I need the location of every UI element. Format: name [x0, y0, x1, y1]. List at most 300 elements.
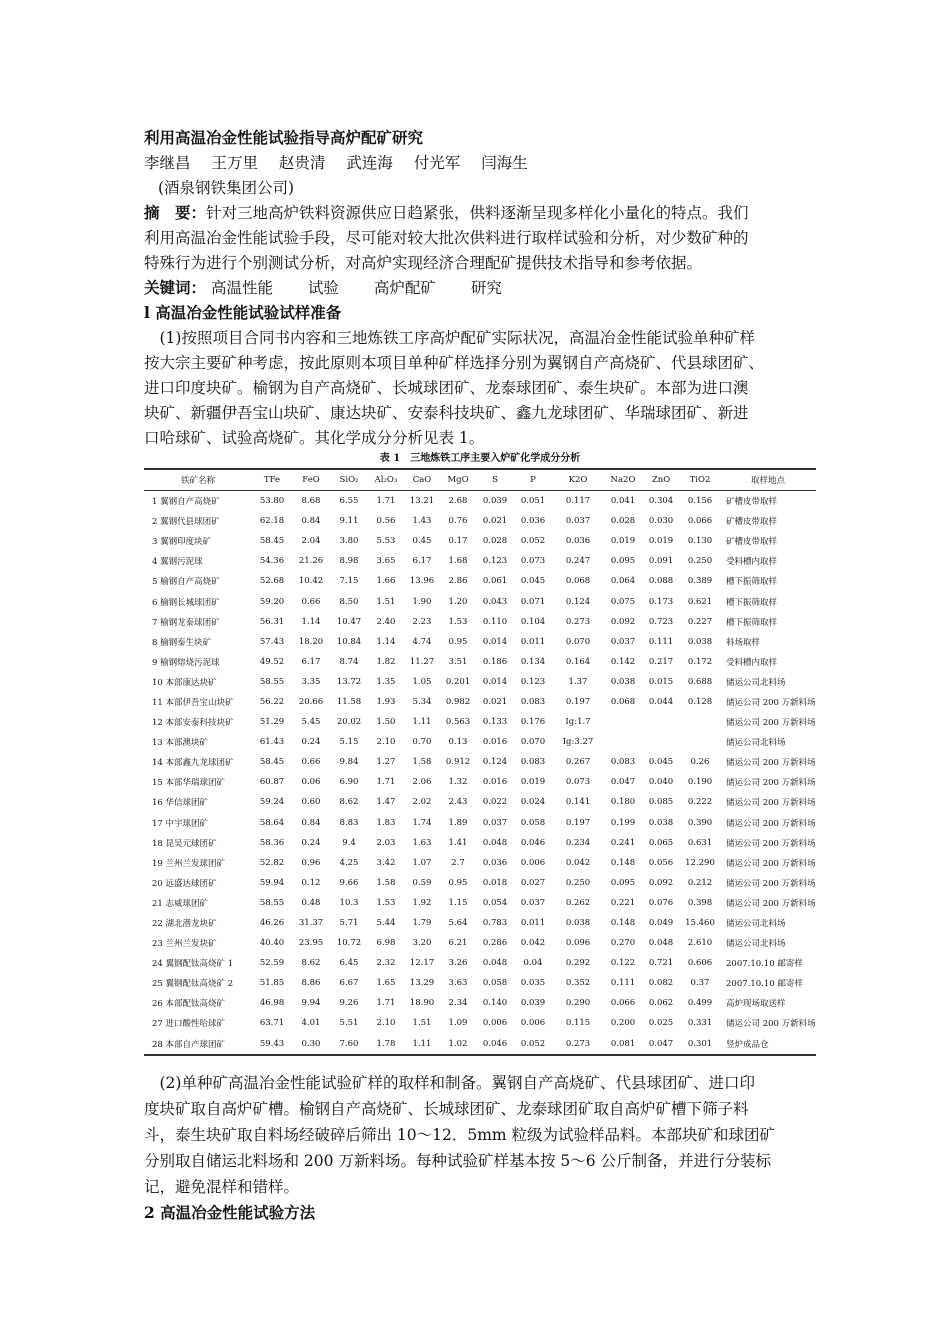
paragraph-line: 口哈球矿、试验高烧矿。其化学成分分析见表 1。: [144, 429, 485, 447]
table-cell: 3.80: [339, 536, 359, 547]
table-row: [144, 772, 816, 792]
table-cell: 6.17: [301, 656, 321, 667]
table-cell: 0.036: [482, 857, 508, 868]
table-cell: 0.068: [610, 696, 636, 707]
table-cell: 14 本部鑫九龙球团矿: [152, 758, 234, 769]
table-cell: 0.068: [565, 576, 591, 587]
table-cell: 0.117: [565, 496, 591, 507]
table-cell: 受料槽内取样: [726, 657, 778, 668]
table-cell: 2.03: [376, 837, 396, 848]
table-cell: 0.056: [648, 857, 674, 868]
table-cell: 0.352: [565, 978, 591, 989]
table-header-row: [144, 469, 816, 491]
table-cell: 51.29: [259, 717, 285, 728]
section-heading: l 高温冶金性能试验试样准备: [144, 303, 342, 322]
table-cell: 储运公司 200 万新料场: [726, 718, 816, 729]
table-cell: 62.18: [259, 516, 285, 527]
table-cell: 0.041: [610, 496, 636, 507]
table-cell: 1.11: [412, 717, 432, 728]
author-list: [144, 151, 528, 175]
table-cell: 储运公司 200 万新料场: [726, 818, 816, 829]
table-cell: 0.197: [565, 696, 591, 707]
table-cell: [604, 712, 642, 732]
table-cell: 0.049: [648, 918, 674, 929]
table-cell: 高炉现场取送样: [726, 999, 786, 1010]
table-cell: 61.43: [259, 737, 285, 748]
table-cell: 2.86: [448, 576, 468, 587]
table-cell: 2.06: [412, 777, 432, 788]
table-cell: 0.273: [565, 1038, 591, 1049]
table-cell: 储运公司北料场: [726, 919, 786, 930]
table-body: [144, 491, 816, 1055]
table-cell: 0.290: [565, 998, 591, 1009]
table-cell: 0.111: [648, 636, 674, 647]
table-cell: 储运公司 200 万新料场: [726, 898, 816, 909]
table-cell: [680, 712, 720, 732]
table-cell: 54.36: [259, 556, 285, 567]
table-row: [144, 712, 816, 732]
table-row: [144, 1013, 816, 1033]
column-header: P: [530, 475, 536, 485]
table-row: [144, 491, 816, 512]
table-cell: 0.038: [687, 636, 713, 647]
table-cell: 0.227: [687, 616, 713, 627]
table-cell: 0.301: [687, 1038, 713, 1049]
table-cell: 1.53: [376, 897, 396, 908]
table-cell: 储运公司 200 万新料场: [726, 838, 816, 849]
table-cell: 9.11: [339, 516, 359, 527]
column-header: Na2O: [610, 475, 636, 485]
table-cell: 11 本部伊吾宝山块矿: [152, 697, 234, 708]
table-cell: 0.389: [687, 576, 713, 587]
table-cell: 0.015: [648, 676, 674, 687]
keyword: 高温性能: [210, 279, 273, 297]
table-row: [144, 833, 816, 853]
table-cell: 矿槽皮带取样: [726, 537, 778, 548]
table-cell: 4.25: [339, 857, 359, 868]
table-cell: 2007.10.10 邮寄样: [726, 959, 803, 970]
table-cell: 0.083: [610, 757, 636, 768]
table-cell: 31.37: [298, 918, 324, 929]
table-cell: 0.048: [482, 837, 508, 848]
table-cell: 0.115: [565, 1018, 591, 1029]
table-cell: 0.058: [520, 817, 546, 828]
table-cell: 0.083: [520, 696, 546, 707]
table-cell: 0.197: [565, 817, 591, 828]
author: 闫海生: [481, 154, 528, 172]
table-cell: 5.44: [376, 918, 396, 929]
table-cell: 2 翼钢代县球团矿: [152, 517, 220, 528]
table-cell: 1.43: [412, 516, 432, 527]
table-cell: 0.011: [520, 636, 546, 647]
table-cell: 槽下振筛取样: [726, 577, 778, 588]
table-cell: 0.070: [520, 737, 546, 748]
table-cell: 3.26: [448, 958, 468, 969]
column-header: FeO: [302, 475, 320, 485]
table-cell: 0.24: [301, 837, 321, 848]
table-cell: 8.50: [339, 596, 359, 607]
table-cell: 5 榆钢自产高烧矿: [152, 577, 220, 588]
table-cell: 46.26: [259, 918, 285, 929]
table-cell: 0.043: [482, 596, 508, 607]
table-cell: 1.74: [412, 817, 432, 828]
table-cell: 2.02: [412, 797, 432, 808]
table-cell: 1.02: [448, 1038, 468, 1049]
table-cell: 9.94: [301, 998, 321, 1009]
table-cell: 槽下振筛取样: [726, 597, 778, 608]
table-cell: 10.84: [336, 636, 362, 647]
table-cell: 0.133: [482, 717, 508, 728]
table-cell: 0.304: [648, 496, 674, 507]
table-cell: 6 榆钢长城球团矿: [152, 597, 220, 608]
table-cell: 0.250: [565, 877, 591, 888]
article-title: 利用高温冶金性能试验指导高炉配矿研究: [144, 128, 424, 147]
table-cell: 0.111: [610, 978, 636, 989]
table-cell: 11.27: [409, 656, 435, 667]
table-cell: 0.076: [648, 897, 674, 908]
table-cell: 1.35: [376, 676, 396, 687]
table-cell: 21 志威球团矿: [152, 898, 209, 909]
table-cell: 51.85: [259, 978, 285, 989]
table-cell: 1.20: [448, 596, 468, 607]
table-cell: 13 本部澳块矿: [152, 738, 209, 749]
table-cell: 0.082: [648, 978, 674, 989]
table-cell: 0.04: [523, 958, 543, 969]
table-cell: 0.038: [565, 918, 591, 929]
table-cell: 20 远盛达球团矿: [152, 878, 217, 889]
table-1: [144, 450, 816, 1056]
table-cell: [680, 732, 720, 752]
table-cell: 0.047: [610, 777, 636, 788]
table-cell: 0.070: [565, 636, 591, 647]
table-cell: 0.13: [448, 737, 468, 748]
table-cell: 3 翼钢印度块矿: [152, 537, 212, 548]
table-cell: 8.83: [339, 817, 359, 828]
table-cell: 0.621: [687, 596, 713, 607]
table-cell: 0.036: [565, 536, 591, 547]
table-row: [144, 752, 816, 772]
table-cell: 储运公司 200 万新料场: [726, 1019, 816, 1030]
table-row: [144, 893, 816, 913]
table-cell: 0.018: [482, 877, 508, 888]
table-cell: 0.064: [610, 576, 636, 587]
table-cell: 6.67: [339, 978, 359, 989]
table-cell: 0.037: [610, 636, 636, 647]
table-cell: [642, 712, 680, 732]
table-cell: 0.247: [565, 556, 591, 567]
table-cell: 0.190: [687, 777, 713, 788]
table-cell: 8.62: [339, 797, 359, 808]
table-cell: 0.092: [648, 877, 674, 888]
table-row: [144, 873, 816, 893]
table-cell: 58.36: [259, 837, 285, 848]
table-cell: 0.096: [565, 938, 591, 949]
table-cell: 0.006: [482, 1018, 508, 1029]
table-cell: 7 榆钢龙泰球团矿: [152, 617, 220, 628]
table-cell: 0.037: [565, 516, 591, 527]
table-cell: 1.05: [412, 676, 432, 687]
table-cell: 1.90: [412, 596, 432, 607]
table-cell: 0.631: [687, 837, 713, 848]
table-cell: 0.040: [648, 777, 674, 788]
table-cell: 2.40: [376, 616, 396, 627]
table-cell: 1.14: [301, 616, 321, 627]
table-cell: 0.250: [687, 556, 713, 567]
table-row: [144, 792, 816, 812]
table-cell: 0.17: [448, 536, 468, 547]
table-cell: 4 翼钢污泥球: [152, 557, 203, 568]
table-cell: 0.982: [445, 696, 471, 707]
table-row: [144, 853, 816, 873]
table-cell: 1.07: [412, 857, 432, 868]
table-cell: 2.10: [376, 737, 396, 748]
table-cell: 2.610: [687, 938, 713, 949]
table-cell: 1.11: [412, 1038, 432, 1049]
table-cell: [642, 732, 680, 752]
table-cell: 26 本部配钛高烧矿: [152, 999, 226, 1010]
table-cell: 0.088: [648, 576, 674, 587]
paragraph-line: 块矿、新疆伊吾宝山块矿、康达块矿、安泰科技块矿、鑫九龙球团矿、华瑞球团矿、新进: [144, 404, 749, 422]
table-cell: 1.71: [376, 496, 396, 507]
table-cell: 0.058: [482, 978, 508, 989]
table-cell: 1.15: [448, 897, 468, 908]
table-cell: 58.55: [259, 897, 285, 908]
table-cell: 0.091: [648, 556, 674, 567]
table-cell: 9 榆钢熔烧污泥球: [152, 657, 220, 668]
table-cell: 0.075: [610, 596, 636, 607]
table-cell: 52.59: [259, 958, 285, 969]
table-cell: 0.066: [687, 516, 713, 527]
table-cell: 0.66: [301, 757, 321, 768]
table-cell: 60.87: [259, 777, 285, 788]
abstract-text: 针对三地高炉铁料资源供应日趋紧张，供料逐渐呈现多样化小量化的特点。我们: [206, 204, 749, 222]
column-header: MgO: [447, 475, 469, 485]
table-cell: 1 翼钢自产高烧矿: [152, 497, 220, 508]
table-cell: 0.24: [301, 737, 321, 748]
table-cell: 储运公司 200 万新料场: [726, 758, 816, 769]
table-cell: 9.26: [339, 998, 359, 1009]
paragraph-line: 按大宗主要矿种考虑，按此原则本项目单种矿样选择分别为翼钢自产高烧矿、代县球团矿、: [144, 354, 765, 372]
table-cell: 0.30: [301, 1038, 321, 1049]
table-cell: 9.84: [339, 757, 359, 768]
table-row: [144, 692, 816, 712]
table-cell: 0.028: [482, 536, 508, 547]
table-cell: 0.095: [610, 877, 636, 888]
table-cell: 0.176: [520, 717, 546, 728]
table-cell: 5.64: [448, 918, 468, 929]
table-cell: 15.460: [685, 918, 715, 929]
keyword: 高炉配矿: [373, 279, 436, 297]
table-cell: 19 兰州兰发球团矿: [152, 858, 226, 869]
table-cell: 0.073: [565, 777, 591, 788]
table-cell: 0.723: [648, 616, 674, 627]
table-cell: 1.58: [376, 877, 396, 888]
table-row: [144, 551, 816, 571]
table-cell: 0.200: [610, 1018, 636, 1029]
table-cell: 0.60: [301, 797, 321, 808]
table-cell: 0.047: [648, 1038, 674, 1049]
table-cell: 28 本部自产球团矿: [152, 1039, 226, 1050]
table-cell: 5.51: [339, 1018, 359, 1029]
table-cell: 1.51: [376, 596, 396, 607]
table-cell: 59.24: [259, 797, 285, 808]
table-cell: 0.021: [482, 696, 508, 707]
table-cell: Ig:1.7: [565, 717, 591, 728]
table-cell: 2.34: [448, 998, 468, 1009]
table-row: [144, 652, 816, 672]
table-row: [144, 612, 816, 632]
table-cell: 10.72: [336, 938, 362, 949]
table-cell: 40.40: [259, 938, 285, 949]
table-cell: 0.84: [301, 516, 321, 527]
table-cell: 18.20: [298, 636, 324, 647]
table-cell: 0.148: [610, 857, 636, 868]
abstract-line: 利用高温冶金性能试验手段，尽可能对较大批次供料进行取样试验和分析，对少数矿种的: [144, 229, 749, 247]
table-cell: 0.563: [445, 717, 471, 728]
table-cell: 0.241: [610, 837, 636, 848]
column-header: TFe: [263, 475, 281, 485]
table-cell: 12 本部安泰科技块矿: [152, 718, 234, 729]
table-cell: 1.66: [376, 576, 396, 587]
table-cell: 59.43: [259, 1038, 285, 1049]
table-cell: 3.42: [376, 857, 396, 868]
table-cell: 12.17: [409, 958, 435, 969]
table-cell: 0.052: [520, 1038, 546, 1049]
table-cell: 0.027: [520, 877, 546, 888]
abstract-line: [144, 201, 749, 225]
table-cell: 矿槽皮带取样: [726, 497, 778, 508]
table-cell: 13.72: [336, 676, 362, 687]
table-cell: 0.011: [520, 918, 546, 929]
paragraph-line: (2)单种矿高温冶金性能试验矿样的取样和制备。翼钢自产高烧矿、代县球团矿、进口印: [144, 1074, 755, 1092]
table-cell: 56.31: [259, 616, 285, 627]
paragraph-line: 进口印度块矿。榆钢为自产高烧矿、长城球团矿、龙泰球团矿、泰生块矿。本部为进口澳: [144, 379, 749, 397]
table-cell: 0.156: [687, 496, 713, 507]
table-cell: 0.221: [610, 897, 636, 908]
table-cell: 1.71: [376, 777, 396, 788]
table-cell: 10.3: [339, 897, 359, 908]
table-cell: 1.78: [376, 1038, 396, 1049]
table-row: [144, 591, 816, 611]
affiliation: (酒泉钢铁集团公司): [158, 179, 295, 197]
author: 李继昌: [144, 154, 191, 172]
table-cell: 8.62: [301, 958, 321, 969]
author: 付光军: [413, 154, 461, 172]
keywords-line: [144, 276, 502, 300]
table-cell: 0.124: [565, 596, 591, 607]
column-header: K2O: [568, 475, 588, 485]
table-cell: 0.292: [565, 958, 591, 969]
table-cell: 1.51: [412, 1018, 432, 1029]
table-cell: 27 进口酸性哈球矿: [152, 1019, 226, 1030]
author: 武连海: [346, 154, 393, 172]
table-cell: 0.085: [648, 797, 674, 808]
table-cell: 7.60: [339, 1038, 359, 1049]
table-cell: 59.20: [259, 596, 285, 607]
table-cell: 0.081: [610, 1038, 636, 1049]
table-cell: 0.006: [520, 857, 546, 868]
table-cell: 0.172: [687, 656, 713, 667]
table-cell: [604, 732, 642, 752]
table-cell: 0.092: [610, 616, 636, 627]
table-cell: 52.82: [259, 857, 285, 868]
abstract-line: 特殊行为进行个别测试分析，对高炉实现经济合理配矿提供技术指导和参考依据。: [144, 254, 703, 272]
table-cell: 0.016: [482, 777, 508, 788]
table-cell: 8.74: [339, 656, 359, 667]
table-cell: 0.021: [482, 516, 508, 527]
table-cell: 储运公司 200 万新料场: [726, 697, 816, 708]
table-cell: 0.212: [687, 877, 713, 888]
table-cell: 58.45: [259, 757, 285, 768]
table-cell: 1.89: [448, 817, 468, 828]
table-cell: 0.180: [610, 797, 636, 808]
table-row: [144, 571, 816, 591]
table-cell: 15 本部华瑞球团矿: [152, 778, 226, 789]
table-cell: 8.68: [301, 496, 321, 507]
table-caption: 表 1 三地炼铁工序主要入炉矿化学成分分析: [379, 453, 581, 464]
table-cell: 0.022: [482, 797, 508, 808]
table-cell: 46.98: [259, 998, 285, 1009]
table-cell: 63.71: [259, 1018, 285, 1029]
table-cell: 0.016: [482, 737, 508, 748]
table-cell: 6.21: [448, 938, 468, 949]
table-cell: 0.142: [610, 656, 636, 667]
column-header: Al₂O₃: [374, 475, 398, 485]
table-cell: 0.061: [482, 576, 508, 587]
table-cell: 6.55: [339, 496, 359, 507]
table-cell: 0.688: [687, 676, 713, 687]
table-cell: 3.65: [376, 556, 396, 567]
table-cell: 0.398: [687, 897, 713, 908]
table-cell: 6.45: [339, 958, 359, 969]
table-cell: 52.68: [259, 576, 285, 587]
table-cell: 8 榆钢泰生块矿: [152, 637, 212, 648]
table-cell: 储运公司北料场: [726, 939, 786, 950]
table-cell: 0.038: [610, 676, 636, 687]
table-cell: 5.71: [339, 918, 359, 929]
table-cell: 0.331: [687, 1018, 713, 1029]
table-cell: 0.037: [482, 817, 508, 828]
table-cell: Ig:3.27: [562, 737, 594, 748]
table-cell: 0.051: [520, 496, 546, 507]
table-cell: 8.98: [339, 556, 359, 567]
table-cell: 0.035: [520, 978, 546, 989]
table-cell: 1.63: [412, 837, 432, 848]
table-cell: 6.98: [376, 938, 396, 949]
table-cell: 10.47: [336, 616, 362, 627]
column-header: S: [492, 475, 498, 485]
table-cell: 储运公司北料场: [726, 677, 786, 688]
table-cell: 0.273: [565, 616, 591, 627]
table-cell: 0.134: [520, 656, 546, 667]
table-cell: 储运公司 200 万新料场: [726, 798, 816, 809]
table-cell: 储运公司 200 万新料场: [726, 858, 816, 869]
table-cell: 13.96: [409, 576, 435, 587]
paragraph-line: 分别取自储运北料场和 200 万新料场。每种试验矿样基本按 5～6 公斤制备，并进行分装标: [144, 1152, 772, 1170]
table-cell: 1.68: [448, 556, 468, 567]
table-cell: 0.042: [520, 938, 546, 949]
table-cell: 0.071: [520, 596, 546, 607]
section-heading: 2 高温冶金性能试验方法: [144, 1203, 316, 1222]
table-cell: 11.58: [336, 696, 362, 707]
table-cell: 58.64: [259, 817, 285, 828]
table-cell: 1.14: [376, 636, 396, 647]
table-cell: 料场取样: [726, 637, 761, 648]
table-row: [144, 511, 816, 531]
table-cell: 0.038: [648, 817, 674, 828]
table-cell: 8.86: [301, 978, 321, 989]
table-cell: 9.4: [342, 837, 356, 848]
